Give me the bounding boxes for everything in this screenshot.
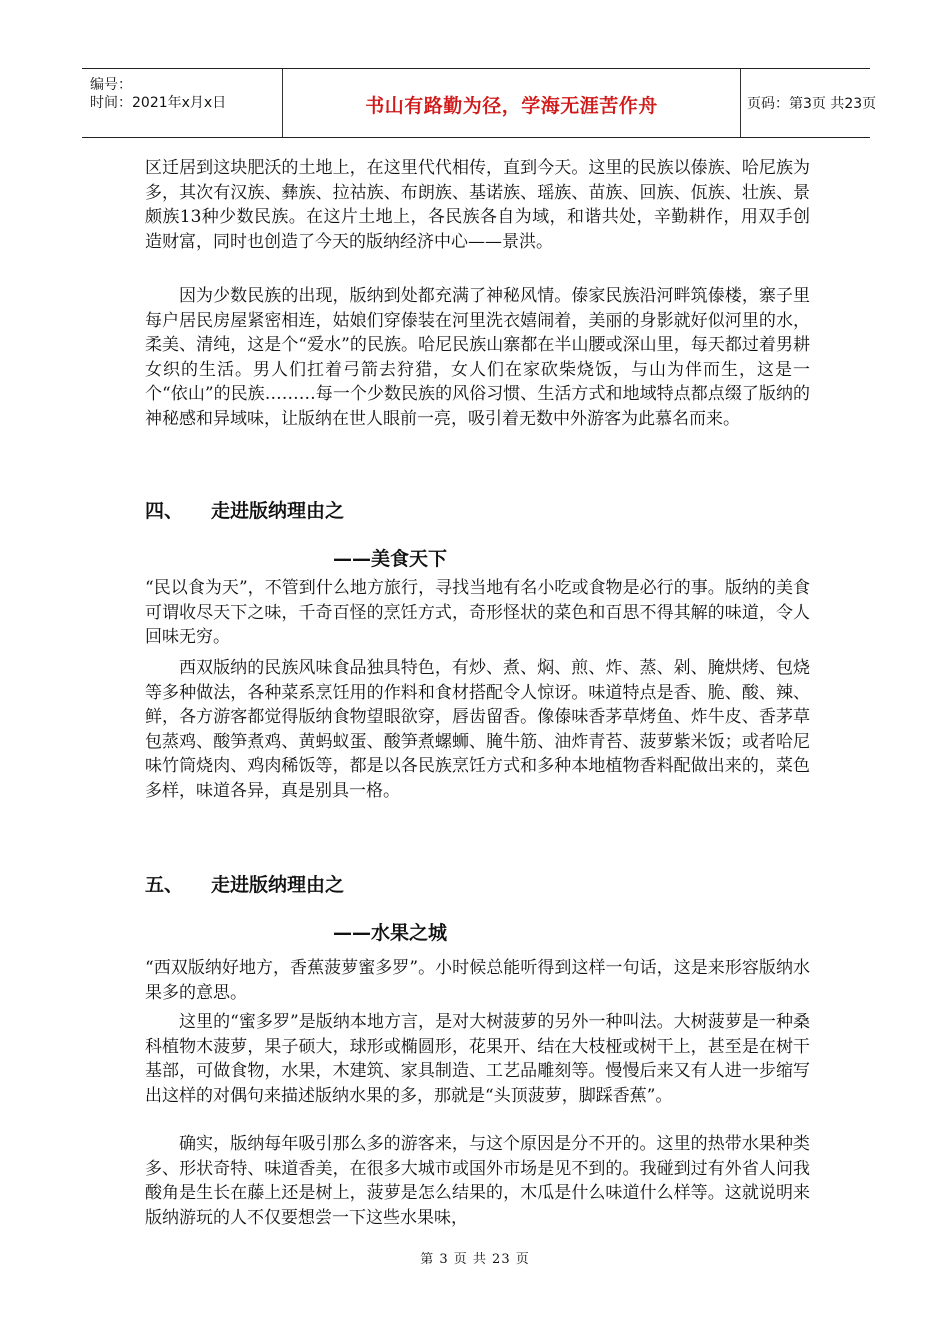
section-5-heading	[145, 870, 344, 897]
paragraph-3: “民以食为天”，不管到什么地方旅行，寻找当地有名小吃或食物是必行的事。版纳的美食可谓收尽天下之味，千奇百怪的烹饪方式，奇形怪状的菜色和百思不得其解的味道，令人回味无穷。	[145, 578, 810, 648]
page-info: 页码：第3页 共23页	[747, 96, 877, 112]
page-header	[82, 68, 877, 138]
paragraph-5: “西双版纳好地方，香蕉菠萝蜜多罗”。小时候总能听得到这样一句话，这是来形容版纳水果多的意思。	[145, 958, 810, 1003]
paragraph-6: 这里的“蜜多罗”是版纳本地方言，是对大树菠萝的另外一种叫法。大树菠萝是一种桑科植物木菠萝，果子硕大，球形或椭圆形，花果开、结在大枝桠或树干上，甚至是在树干基部，可做食物，水果，木建筑、家具制造、工艺品雕刻等。慢慢后来又有人进一步缩写出这样的对偶句来描述版纳水果的多，那就是“头顶菠萝，脚踩香蕉”。	[145, 1012, 810, 1106]
section-4-title: 走进版纳理由之	[211, 500, 345, 522]
section-4-heading	[145, 496, 344, 523]
motto: 书山有路勤为径，学海无涯苦作舟	[365, 95, 658, 117]
paragraph-1: 区迁居到这块肥沃的土地上，在这里代代相传，直到今天。这里的民族以傣族、哈尼族为多，其次有汉族、彝族、拉祜族、布朗族、基诺族、瑶族、苗族、回族、佤族、壮族、景颇族13种少数民族。在这片土地上，各民族各自为域，和谐共处，辛勤耕作，用双手创造财富，同时也创造了今天的版纳经济中心——景洪。	[145, 158, 810, 252]
header-page-cell	[739, 69, 877, 137]
page-footer: 第 3 页 共 23 页	[420, 1252, 530, 1267]
section-4-subtitle: ——美食天下	[333, 548, 448, 570]
header-motto-cell	[282, 69, 741, 137]
paragraph-7: 确实，版纳每年吸引那么多的游客来，与这个原因是分不开的。这里的热带水果种类多、形状奇特、味道香美，在很多大城市或国外市场是见不到的。我碰到过有外省人问我酸角是生长在藤上还是树上，菠萝是怎么结果的，木瓜是什么味道什么样等。这就说明来版纳游玩的人不仅要想尝一下这些水果味，	[145, 1134, 810, 1228]
paragraph-2: 因为少数民族的出现，版纳到处都充满了神秘风情。傣家民族沿河畔筑傣楼，寨子里每户居民房屋紧密相连，姑娘们穿傣装在河里洗衣嬉闹着，美丽的身影就好似河里的水，柔美、清纯，这是个“爱水”的民族。哈尼民族山寨都在半山腰或深山里，每天都过着男耕女织的生活。男人们扛着弓箭去狩猎，女人们在家砍柴烧饭，与山为伴而生，这是一个“依山”的民族………每一个少数民族的风俗习惯、生活方式和地域特点都点缀了版纳的神秘感和异域味，让版纳在世人眼前一亮，吸引着无数中外游客为此慕名而来。	[145, 286, 810, 429]
section-5-title: 走进版纳理由之	[211, 874, 345, 896]
section-5-subtitle: ——水果之城	[333, 922, 448, 944]
header-info-cell	[82, 69, 282, 137]
code-label: 编号：	[90, 77, 132, 93]
section-4-number: 四、	[145, 500, 184, 522]
paragraph-4: 西双版纳的民族风味食品独具特色，有炒、煮、焖、煎、炸、蒸、剁、腌烘烤、包烧等多种做法，各种菜系烹饪用的作料和食材搭配令人惊讶。味道特点是香、脆、酸、辣、鲜，各方游客都觉得版纳食物望眼欲穿，唇齿留香。像傣味香茅草烤鱼、炸牛皮、香茅草包蒸鸡、酸笋煮鸡、黄蚂蚁蛋、酸笋煮螺蛳、腌牛筋、油炸青苔、菠萝紫米饭；或者哈尼味竹筒烧肉、鸡肉稀饭等，都是以各民族烹饪方式和多种本地植物香料配做出来的，菜色多样，味道各异，真是别具一格。	[145, 658, 810, 801]
time-label: 时间：2021年x月x日	[90, 95, 227, 111]
section-5-number: 五、	[145, 874, 184, 896]
